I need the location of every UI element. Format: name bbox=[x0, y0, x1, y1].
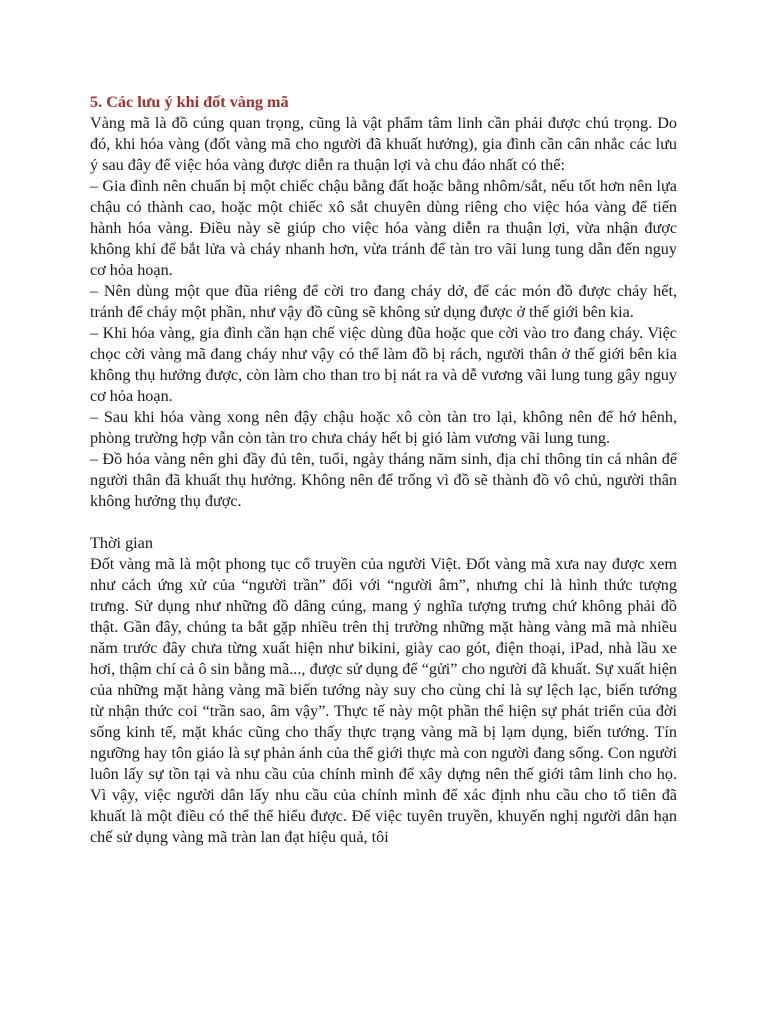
paragraph: – Gia đình nên chuẩn bị một chiếc chậu bằng đất hoặc bằng nhôm/sắt, nếu tốt hơn nên lựa chậu có thành cao, hoặc một chiếc xô sắt chuyên dùng riêng cho việc hóa vàng để tiến hành hóa vàng. Điều này sẽ giúp cho việc hóa vàng diễn ra thuận lợi, vừa nhận được không khí để bắt lửa và cháy nhanh hơn, vừa tránh để tàn tro vãi lung tung dẫn đến nguy cơ hỏa hoạn. bbox=[90, 177, 677, 279]
paragraph: – Khi hóa vàng, gia đình cần hạn chế việc dùng đũa hoặc que cời vào tro đang cháy. Việc chọc cời vàng mã đang cháy như vậy có thể làm đồ bị rách, người thân ở thế giới bên kia không thụ hưởng được, còn làm cho than tro bị nát ra và dễ vương vãi lung tung gây nguy cơ hỏa hoạn. bbox=[90, 324, 677, 405]
paragraph: – Đồ hóa vàng nên ghi đầy đủ tên, tuổi, ngày tháng năm sinh, địa chỉ thông tin cá nhân để người thân đã khuất thụ hưởng. Không nên để trống vì đồ sẽ thành đồ vô chủ, người thân không hưởng thụ được. bbox=[90, 450, 677, 510]
section-heading-time: Thời gian bbox=[90, 534, 153, 552]
paragraph: Đốt vàng mã là một phong tục cổ truyền của người Việt. Đốt vàng mã xưa nay được xem như cách ứng xử của “người trần” đối với “người âm”, nhưng chỉ là hình thức tượng trưng. Sử dụng như những đồ dâng cúng, mang ý nghĩa tượng trưng chứ không phải đồ thật. Gần đây, chúng ta bắt gặp nhiều trên thị trường những mặt hàng vàng mã mà nhiều năm trước đây chưa từng xuất hiện như bikini, giày cao gót, điện thoại, iPad, nhà lầu xe hơi, thậm chí cả ô sin bằng mã..., được sử dụng để “gửi” cho người đã khuất. Sự xuất hiện của những mặt hàng vàng mã biến tướng này suy cho cùng chỉ là sự lệch lạc, biến tướng từ nhận thức coi “trần sao, âm vậy”. Thực tế này một phần thể hiện sự phát triển của đời sống kinh tế, mặt khác cũng cho thấy thực trạng vàng mã bị lạm dụng, biến tướng. Tín ngưỡng hay tôn giáo là sự phản ánh của thế giới thực mà con người đang sống. Con người luôn lấy sự tồn tại và nhu cầu của chính mình để xây dựng nên thế giới tâm linh cho họ. Vì vậy, việc người dân lấy nhu cầu của chính mình để xác định nhu cầu cho tổ tiên đã khuất là một điều có thể thể hiểu được. Để việc tuyên truyền, khuyến nghị người dân hạn chế sử dụng vàng mã tràn lan đạt hiệu quả, tôi bbox=[90, 555, 677, 846]
paragraph: – Sau khi hóa vàng xong nên đậy chậu hoặc xô còn tàn tro lại, không nên để hớ hênh, phòng trường hợp vẫn còn tàn tro chưa cháy hết bị gió làm vương vãi lung tung. bbox=[90, 408, 677, 447]
paragraph: – Nên dùng một que đũa riêng để cời tro đang cháy dở, để các món đồ được cháy hết, tránh để cháy một phần, như vậy đồ cũng sẽ không sử dụng được ở thế giới bên kia. bbox=[90, 282, 677, 321]
paragraph: Vàng mã là đồ cúng quan trọng, cũng là vật phẩm tâm linh cần phải được chú trọng. Do đó, khi hóa vàng (đốt vàng mã cho người đã khuất hưởng), gia đình cần cân nhắc các lưu ý sau đây để việc hóa vàng được diễn ra thuận lợi và chu đáo nhất có thể: bbox=[90, 114, 677, 174]
document-page bbox=[90, 92, 677, 848]
section-heading: 5. Các lưu ý khi đốt vàng mã bbox=[90, 93, 289, 111]
paragraph-gap bbox=[90, 512, 677, 533]
